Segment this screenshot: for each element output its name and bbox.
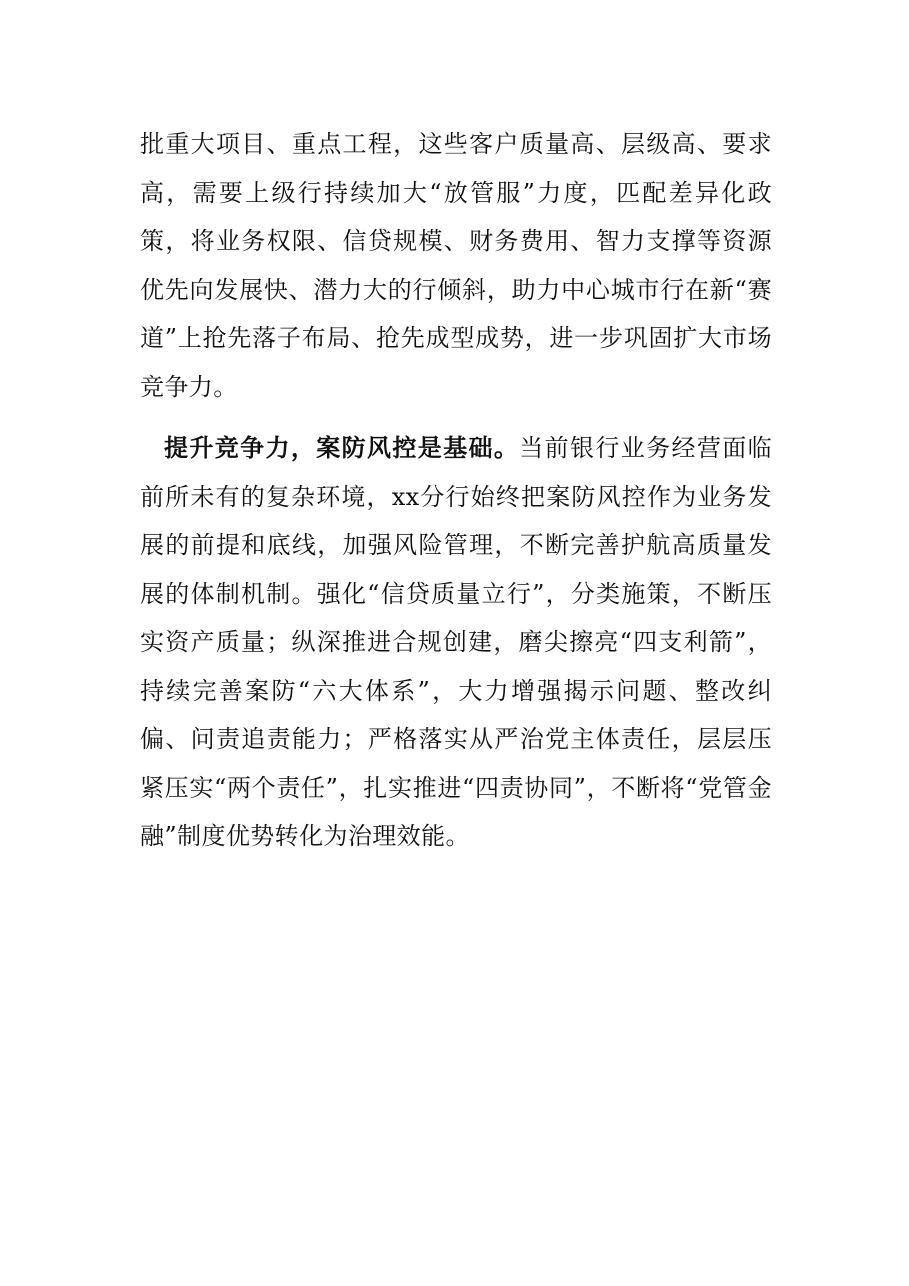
document-body [140, 120, 772, 861]
paragraph-risk-control [140, 424, 772, 861]
paragraph-lead-heading: 提升竞争力，案防风控是基础。 [164, 433, 520, 462]
paragraph-body-text: 当前银行业务经营面临前所未有的复杂环境，xx分行始终把案防风控作为业务发展的前提和底线，加强风险管理，不断完善护航高质量发展的体制机制。强化“信贷质量立行”，分类施策，不断压实资产质量；纵深推进合规创建，磨尖擦亮“四支利箭”，持续完善案防“六大体系”，大力增强揭示问题、整改纠偏、问责追责能力；严格落实从严治党主体责任，层层压紧压实“两个责任”，扎实推进“四责协同”，不断将“党管金融”制度优势转化为治理效能。 [140, 434, 772, 850]
paragraph-continuation: 批重大项目、重点工程，这些客户质量高、层级高、要求高，需要上级行持续加大“放管服”力度，匹配差异化政策，将业务权限、信贷规模、财务费用、智力支撑等资源优先向发展快、潜力大的行倾斜，助力中心城市行在新“赛道”上抢先落子布局、抢先成型成势，进一步巩固扩大市场竞争力。 [140, 130, 772, 401]
